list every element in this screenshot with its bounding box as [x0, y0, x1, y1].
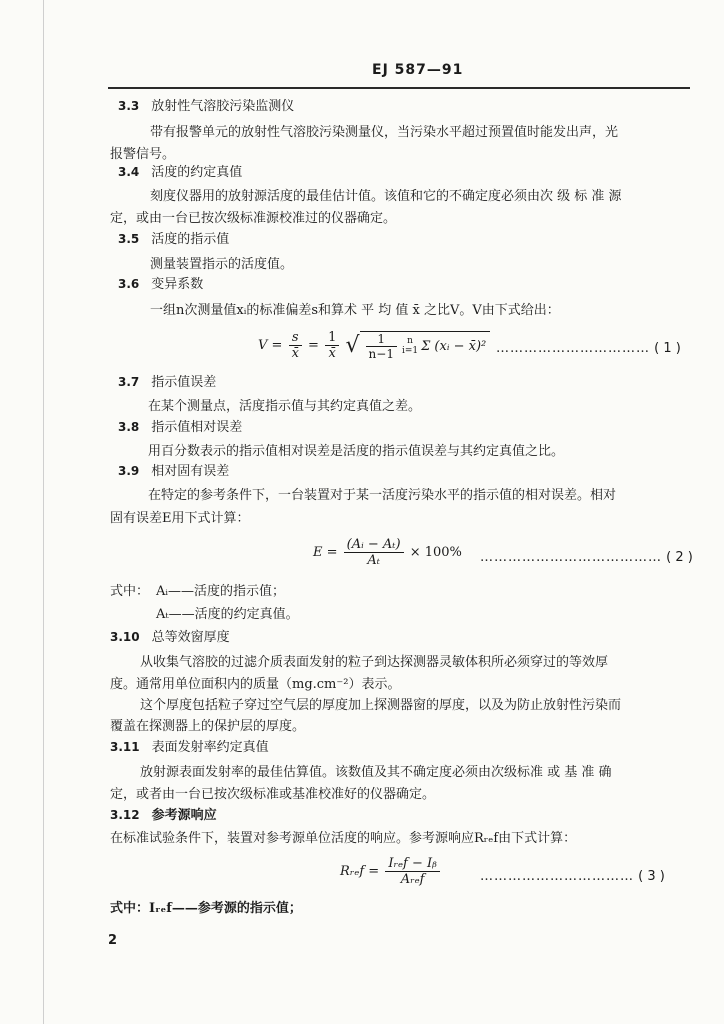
paragraph-line: 放射源表面发射率的最佳估算值。该数值及其不确定度必须由次级标准 或 基 准 确	[140, 765, 612, 780]
section-heading: 3.3 放射性气溶胶污染监测仪	[118, 99, 295, 114]
section-heading: 3.11 表面发射率约定真值	[110, 740, 269, 755]
paragraph-line: 度。通常用单位面积内的质量（mg.cm⁻²）表示。	[110, 677, 401, 692]
paragraph-line: 这个厚度包括粒子穿过空气层的厚度加上探测器窗的厚度，以及为防止放射性污染而	[140, 698, 622, 713]
equation-1-number: …………………………… ( 1 )	[496, 341, 681, 356]
variable-definition: Aₜ——活度的约定真值。	[156, 607, 299, 622]
equation-3: Rᵣₑf = $\frac{\text{Iᵣₑf − Iᵦ}}{\text{Aᵣₑf}}$	[340, 856, 442, 887]
page-number: 2	[108, 933, 118, 948]
paragraph-line: 在特定的参考条件下，一台装置对于某一活度污染水平的指示值的相对误差。相对	[148, 488, 617, 503]
document-code: EJ 587—91	[372, 62, 464, 78]
paragraph-line: 用百分数表示的指示值相对误差是活度的指示值误差与其约定真值之比。	[148, 444, 565, 459]
equation-2-number: ………………………………… ( 2 )	[480, 550, 693, 565]
paragraph-line: 定，或由一台已按次级标准源校准过的仪器确定。	[110, 211, 397, 226]
paragraph-line: 在标准试验条件下，装置对参考源单位活度的响应。参考源响应Rᵣₑf由下式计算：	[110, 831, 577, 846]
paragraph-line: 从收集气溶胶的过滤介质表面发射的粒子到达探测器灵敏体积所必须穿过的等效厚	[140, 655, 609, 670]
variable-definition: 式中：Iᵣₑf——参考源的指示值；	[110, 901, 302, 916]
equation-3-number: …………………………… ( 3 )	[480, 869, 665, 884]
paragraph-line: 覆盖在探测器上的保护层的厚度。	[110, 719, 306, 734]
where-label: 式中：	[110, 584, 150, 599]
paragraph-line: 刻度仪器用的放射源活度的最佳估计值。该值和它的不确定度必须由次 级 标 准 源	[150, 189, 622, 204]
paragraph-line: 在某个测量点，活度指示值与其约定真值之差。	[148, 399, 422, 414]
paragraph-line: 一组n次测量值xᵢ的标准偏差s和算术 平 均 值 x̄ 之比V。V由下式给出：	[150, 303, 560, 318]
section-heading: 3.7 指示值误差	[118, 375, 217, 390]
header-rule	[108, 87, 690, 89]
section-heading: 3.4 活度的约定真值	[118, 165, 243, 180]
variable-definition: Aᵢ——活度的指示值；	[156, 584, 286, 599]
equation-1: V = $\frac{s}{x̄}$ = $\frac{1}{x̄}$ √ $\frac{1}{n-1}$ n i=1 Σ (xᵢ − x̄)²	[258, 330, 490, 361]
section-heading: 3.8 指示值相对误差	[118, 420, 243, 435]
section-heading: 3.6 变异系数	[118, 277, 204, 292]
section-heading: 3.10 总等效窗厚度	[110, 630, 230, 645]
paragraph-line: 定，或者由一台已按次级标准或基准校准好的仪器确定。	[110, 787, 436, 802]
paragraph-line: 测量装置指示的活度值。	[150, 257, 294, 272]
binding-margin-line	[43, 0, 44, 1024]
paragraph-line: 固有误差E用下式计算：	[110, 511, 250, 526]
equation-2: E = $\frac{\text{(Aᵢ − Aₜ)}}{\text{Aₜ}}$ × 100%	[313, 537, 462, 568]
paragraph-line: 带有报警单元的放射性气溶胶污染测量仪，当污染水平超过预置值时能发出声，光	[150, 125, 619, 140]
section-heading: 3.5 活度的指示值	[118, 232, 230, 247]
section-heading: 3.9 相对固有误差	[118, 464, 230, 479]
section-heading: 3.12 参考源响应	[110, 808, 217, 823]
paragraph-line: 报警信号。	[110, 147, 176, 162]
